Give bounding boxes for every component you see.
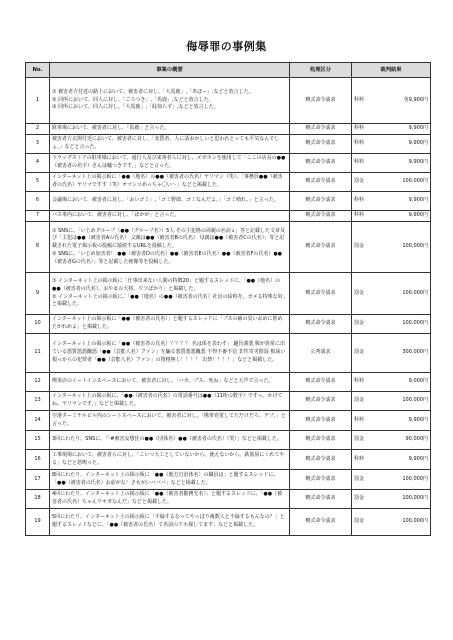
result-kind: 罰金	[354, 397, 365, 404]
result-kind: 科料	[354, 96, 365, 103]
court-result	[352, 315, 431, 334]
table-header-row	[26, 63, 431, 78]
case-number: 18	[26, 490, 50, 509]
case-summary	[50, 470, 290, 490]
case-number: 11	[26, 334, 50, 373]
processing-category: 略式命令請求	[290, 470, 352, 490]
case-summary	[50, 509, 290, 536]
summary-paragraph: ② インターネット上の掲示板に、「●●（地名）の●●（被害者の氏名）社員の給料を、ガメる特殊な奴」と掲載した。	[52, 293, 286, 308]
result-kind: 科料	[354, 125, 365, 132]
result-amount: 100,000円	[402, 178, 428, 185]
result-kind: 科料	[354, 212, 365, 219]
case-number: 19	[26, 509, 50, 536]
table-row	[26, 78, 431, 124]
case-number: 16	[26, 450, 50, 470]
processing-category: 略式命令請求	[290, 373, 352, 392]
court-result	[352, 431, 431, 450]
case-summary	[50, 173, 290, 192]
court-result	[352, 135, 431, 154]
result-kind: 科料	[354, 140, 365, 147]
summary-paragraph: インターネット上の掲示板に「●●（被害者の氏名）」と題するスレッドに「ブスの癖の臭いおめに匿めたがれめよ」と掲載した。	[52, 316, 283, 330]
case-number: 15	[26, 431, 50, 450]
case-summary	[50, 154, 290, 173]
table-row	[26, 509, 431, 536]
table-row	[26, 470, 431, 490]
processing-category: 略式命令請求	[290, 509, 352, 536]
court-result	[352, 211, 431, 222]
processing-category: 略式命令請求	[290, 192, 352, 211]
result-amount: 100,000円	[402, 495, 428, 502]
case-number: 4	[26, 154, 50, 173]
result-amount: 100,000円	[402, 320, 428, 327]
result-kind: 罰金	[354, 243, 365, 250]
result-kind: 科料	[354, 416, 365, 423]
summary-paragraph: ドラッグストアの駐車場において、通行人及び来客者らに対し、メガホンを使用して「ここの店長の●●（被害者の名字）さんは嘘つきです。」などと言った。	[52, 155, 286, 169]
result-amount: 9,900円	[408, 140, 428, 147]
processing-category: 略式命令請求	[290, 211, 352, 222]
court-result	[352, 411, 431, 431]
result-amount: 100,000円	[402, 397, 428, 404]
case-summary	[50, 124, 290, 135]
table-row	[26, 222, 431, 273]
result-kind: 罰金	[354, 320, 365, 327]
result-kind: 科料	[354, 455, 365, 462]
court-result	[352, 78, 431, 124]
summary-paragraph: 空港ターミナルビル内のシートスペースにおいて、被害者に対し、「携帯充電してただけだろ。デブ。」と言った。	[52, 412, 286, 427]
table-row	[26, 173, 431, 192]
result-amount: 9,900円	[408, 455, 428, 462]
processing-category: 略式命令請求	[290, 273, 352, 315]
summary-paragraph: 4回にわたり、インターネット上の掲示板に「●●（被害者勤務先名）」と題するスレッドに、「●●（被害者の氏名）ちゃんワキガなんだ」などと掲載した。	[52, 491, 283, 505]
court-result	[352, 450, 431, 470]
table-row	[26, 135, 431, 154]
case-summary	[50, 315, 290, 334]
table-row	[26, 315, 431, 334]
result-kind: 罰金	[354, 475, 365, 482]
processing-category: 略式命令請求	[290, 411, 352, 431]
court-result	[352, 334, 431, 373]
summary-paragraph: インターネット上の掲示板に「●●（地名）の●●（被害者の氏名）ヤリマン（笑）」「事務員●●（被害者の氏名）ヤリマですす（笑）オマンコめっちゃ〇い～」などと掲載した。	[52, 174, 283, 188]
summary-paragraph: 駐車場において、被害者に対し、「馬鹿」と言った。	[52, 125, 170, 132]
table-row	[26, 192, 431, 211]
case-number: 13	[26, 392, 50, 411]
table-row	[26, 450, 431, 470]
case-summary	[50, 135, 290, 154]
processing-category: 略式命令請求	[290, 222, 352, 273]
result-kind: 科料	[354, 159, 365, 166]
summary-paragraph: 喫茶店のイートインスペースにおいて、被害者に対し、「バカ、ブス、死ね」などと大声で言った。	[52, 378, 274, 385]
processing-category: 略式命令請求	[290, 392, 352, 411]
case-number: 8	[26, 222, 50, 273]
summary-paragraph: ① インターネット上の掲示板に「仕事出来ない人間の特徴20」と題するスレッドに、「●●（地名）の●●（被害者の氏名）、おやまの大将、ウソばかり」と掲載した。	[52, 278, 281, 292]
result-kind: 罰金	[354, 518, 365, 525]
result-amount: 9,000円	[408, 378, 428, 385]
table-row	[26, 411, 431, 431]
result-amount: 100,000円	[402, 289, 428, 296]
processing-category: 略式命令請求	[290, 490, 352, 509]
case-number: 10	[26, 315, 50, 334]
result-amount: 100,000円	[402, 518, 428, 525]
case-summary	[50, 431, 290, 450]
case-summary	[50, 373, 290, 392]
processing-category: 略式命令請求	[290, 124, 352, 135]
summary-paragraph: 工事現場において、被害者らに対し、「こいつ大工としていないから。使えないから。鉄筋屋にくれてやる」などと怒鳴った。	[52, 451, 285, 466]
result-kind: 罰金	[354, 289, 365, 296]
case-summary	[50, 273, 290, 315]
court-result	[352, 154, 431, 173]
summary-paragraph: 8回にわたり、インターネット上の掲示板に「●●（地方自治体名）の職員は」と題するスレッドに、「●●（被害者の氏名）お前がな！さもがいバババ」などと掲載した。	[52, 471, 279, 486]
case-summary	[50, 392, 290, 411]
summary-paragraph: インターネット上の掲示板に「●●（被害者の氏名）？？？？ 名は体を表わす」 趣旨義悪 腹が異常に出ている悪質悪悪醜悪「●●（芸能人名）ファン」を騙る悪質悪悪醜悪 不得不審不信 非性寄劣陰湿 根深い根っからの犯罪者「●●（芸能人名）ファン」の資格無し！！！！ 出禁！！！！」などと掲載した。	[52, 341, 286, 363]
processing-category: 略式命令請求	[290, 154, 352, 173]
processing-category: 略式命令請求	[290, 315, 352, 334]
table-row	[26, 124, 431, 135]
court-result	[352, 392, 431, 411]
table-row	[26, 373, 431, 392]
summary-paragraph: ① 被害者方付近の路上において、被害者に対し、「大馬鹿」,「あほー」,などと放言した。	[52, 88, 254, 95]
summary-paragraph: ① SNSに、「いじめグループ（●●（グループ名））5人 その主犯格の両親の名前↓」等と記載した文章及び「主犯は●●（被害者Aの氏名） 父親は●●（被害者Bの氏名） 母親は●●（被害者Cの氏名）」等と記載された電子掲示板の投稿に接続するURLを投稿した。	[52, 227, 286, 250]
court-result	[352, 124, 431, 135]
table-row	[26, 490, 431, 509]
court-result	[352, 470, 431, 490]
result-amount: 9,900円	[408, 212, 428, 219]
case-summary	[50, 490, 290, 509]
case-summary	[50, 211, 290, 222]
result-amount: 300,000円	[402, 349, 428, 356]
header-category: 処理区分	[290, 63, 352, 78]
header-result: 裁判結果	[352, 63, 431, 78]
summary-paragraph: 被害者方玄関付近において、被害者に対し、「変質者、人に話おかしいと思われとっても平気なんでしょ。」などと言った。	[52, 136, 280, 150]
result-kind: 罰金	[354, 495, 365, 502]
table-row	[26, 431, 431, 450]
result-kind: 罰金	[354, 349, 365, 356]
page-title: 侮辱罪の事例集	[186, 40, 267, 53]
case-number: 1	[26, 78, 50, 124]
table-row	[26, 154, 431, 173]
header-no: No.	[26, 63, 50, 78]
result-amount: 90,000円	[405, 436, 428, 443]
table-row	[26, 211, 431, 222]
court-result	[352, 490, 431, 509]
case-number: 7	[26, 211, 50, 222]
processing-category: 略式命令請求	[290, 173, 352, 192]
processing-category: 公判請求	[290, 334, 352, 373]
summary-paragraph: インターネット上の掲示板に、「●●（被害者の氏名）の電話番号は●●（11桁の数字）ですっ。かけてね。ヤリマンです。」などと掲載した。	[52, 393, 283, 407]
result-amount: 9,900円	[408, 125, 428, 132]
summary-paragraph: 会議場において、被害者に対し、「おいゴミ」,「ゴミ野郎、ゴミなんだよ。」「ゴミ晴れ。」と言った。	[52, 197, 279, 204]
summary-paragraph: ② 同所において、同人に対し、「ごろつき」,「馬鹿」,などと放言した。	[52, 96, 214, 103]
case-summary	[50, 411, 290, 431]
table-row	[26, 392, 431, 411]
result-kind: 罰金	[354, 436, 365, 443]
summary-paragraph: ③ 同所において、同人に対し、「大馬鹿」,「恥知らず」,などと放言した。	[52, 104, 219, 111]
table-row	[26, 273, 431, 315]
case-table	[25, 62, 431, 536]
court-result	[352, 222, 431, 273]
summary-paragraph: 3回にわたり、SNSに、「「#被害妄想狂の●●（団体名）●●（被害者の氏名）（笑）」などと掲載した。	[52, 436, 282, 443]
processing-category: 略式命令請求	[290, 431, 352, 450]
case-number: 9	[26, 273, 50, 315]
result-kind: 罰金	[354, 178, 365, 185]
case-summary	[50, 78, 290, 124]
processing-category: 略式命令請求	[290, 135, 352, 154]
summary-paragraph: ② SNSに、「いじめ加害者！ ●●（被害者Dの氏名）●●（被害者Eの氏名）●●（被害者Fの氏名）●●（被害者Gの氏名）」等と記載した画像等を投稿した。	[52, 250, 283, 265]
result-amount: 9,900円	[408, 416, 428, 423]
result-amount: 100,000円	[402, 243, 428, 250]
court-result	[352, 273, 431, 315]
case-number: 6	[26, 192, 50, 211]
case-summary	[50, 222, 290, 273]
processing-category: 略式命令請求	[290, 78, 352, 124]
case-number: 3	[26, 135, 50, 154]
case-summary	[50, 334, 290, 373]
court-result	[352, 173, 431, 192]
processing-category: 略式命令請求	[290, 450, 352, 470]
case-number: 12	[26, 373, 50, 392]
court-result	[352, 373, 431, 392]
case-summary	[50, 192, 290, 211]
table-row	[26, 334, 431, 373]
header-summary: 事案の概要	[50, 63, 290, 78]
summary-paragraph: バス車内において、被害者に対し、「ばかが」と言った。	[52, 212, 180, 219]
result-amount: 各9,900円	[403, 96, 428, 103]
result-amount: 9,900円	[408, 197, 428, 204]
result-amount: 100,000円	[402, 475, 428, 482]
case-number: 5	[26, 173, 50, 192]
court-result	[352, 192, 431, 211]
summary-paragraph: 5回にわたり、インターネット上の掲示板に「不倫するなってやっぱり複数人と不倫するもんなの？」と題するスレッドなどに、「●●（被害者の氏名）て名前のアホ探してます」などと掲載した。	[52, 514, 285, 528]
case-number: 17	[26, 470, 50, 490]
court-result	[352, 509, 431, 536]
case-number: 2	[26, 124, 50, 135]
result-kind: 科料	[354, 378, 365, 385]
case-number: 14	[26, 411, 50, 431]
result-amount: 9,900円	[408, 159, 428, 166]
case-summary	[50, 450, 290, 470]
result-kind: 科料	[354, 197, 365, 204]
